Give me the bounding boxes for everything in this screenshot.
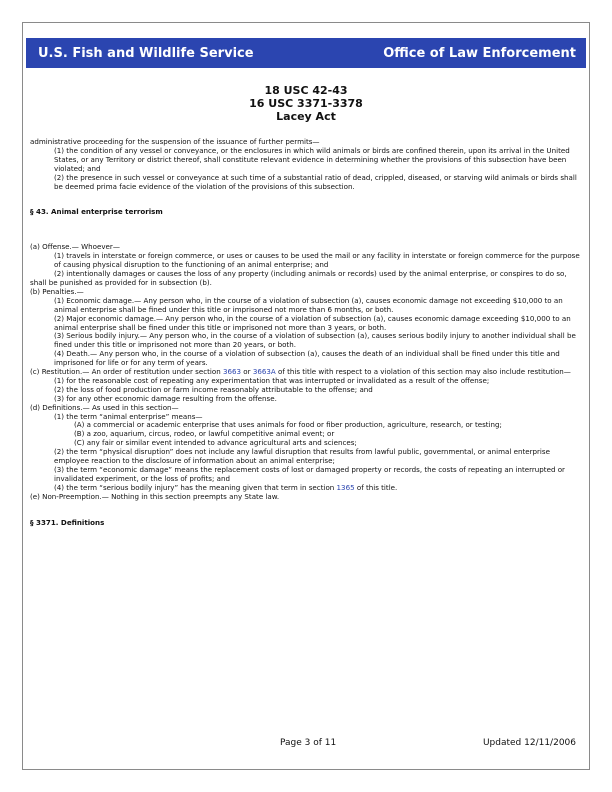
paragraph: (3) Serious bodily injury.— Any person who, in the course of a violation of subsection (a), causes serious bodily injury to another individual shall be fined under this title or imprisoned not more than 20 years, or both.	[54, 331, 576, 350]
paragraph: (2) Major economic damage.— Any person who, in the course of a violation of subsection (a), causes economic damage exceeding $10,000 to an animal enterprise shall be fined under this title or imprisoned not more than 3 years, or both.	[54, 313, 571, 332]
paragraph: (4) Death.— Any person who, in the course of a violation of subsection (a), causes the death of an individual shall be fined under this title and imprisoned for life or for any term of years.	[54, 349, 560, 368]
title-line-3: Lacey Act	[276, 110, 336, 123]
paragraph: (b) Penalties.—	[30, 286, 84, 296]
paragraph: (2) the term “physical disruption” does not include any lawful disruption that results from lawful public, governmental, or animal enterprise employee reaction to the disclosure of information about an animal enterprise;	[54, 447, 550, 466]
paragraph: (A) a commercial or academic enterprise that uses animals for food or fiber production, agriculture, research, or testing;	[74, 420, 502, 430]
title-line-1: 18 USC 42-43	[264, 84, 348, 97]
paragraph: shall be punished as provided for in subsection (b).	[30, 277, 212, 287]
section-3663a-link[interactable]: 3663A	[252, 367, 276, 377]
paragraph: (C) any fair or similar event intended to advance agricultural arts and sciences;	[74, 438, 357, 448]
text: or	[241, 367, 253, 377]
paragraph: (1) Economic damage.— Any person who, in the course of a violation of subsection (a), causes economic damage not exceeding $10,000 to an animal enterprise shall be fined under this title or imprisoned not more than 6 months, or both.	[54, 295, 563, 314]
section-heading-43: § 43. Animal enterprise terrorism	[30, 207, 163, 217]
section-1365-link[interactable]: 1365	[336, 482, 355, 492]
document-title	[0, 84, 612, 123]
office-name: Office of Law Enforcement	[383, 45, 576, 61]
paragraph: (1) the term “animal enterprise” means—	[54, 411, 203, 421]
paragraph: (1) travels in interstate or foreign commerce, or uses or causes to be used the mail or any facility in interstate or foreign commerce for the purpose of causing physical disruption to the functioning of an animal enterprise; and	[54, 251, 580, 270]
section-heading-3371: § 3371. Definitions	[30, 517, 105, 527]
paragraph: administrative proceeding for the suspension of the issuance of further permits—	[30, 137, 320, 146]
page-number: Page 3 of 11	[280, 738, 337, 748]
text: of this title with respect to a violation of this section may also include restitution—	[275, 367, 571, 377]
text: (c) Restitution.— An order of restitution under section	[30, 367, 223, 377]
agency-name: U.S. Fish and Wildlife Service	[38, 45, 254, 61]
paragraph: (1) the condition of any vessel or conveyance, or the enclosures in which wild animals or birds are confined therein, upon its arrival in the United States, or any Territory or district thereof, shall constitute relevant evidence in determining whether the provisions of this subsection have been violated; and	[54, 145, 570, 173]
updated-date: Updated 12/11/2006	[482, 738, 576, 748]
paragraph: (2) the presence in such vessel or conveyance at such time of a substantial ratio of dead, crippled, diseased, or starving wild animals or birds shall be deemed prima facie evidence of the violation of the provisions of this subsection.	[54, 172, 577, 191]
paragraph: (3) the term “economic damage” means the replacement costs of lost or damaged property or records, the costs of repeating an interrupted or invalidated experiment, or the loss of profits; and	[54, 465, 565, 483]
paragraph: (1) for the reasonable cost of repeating any experimentation that was interrupted or invalidated as a result of the offense;	[54, 375, 490, 385]
paragraph: (B) a zoo, aquarium, circus, rodeo, or lawful competitive animal event; or	[74, 429, 335, 439]
paragraph: (a) Offense.— Whoever—	[30, 242, 120, 252]
section-3663-link[interactable]: 3663	[222, 367, 242, 377]
paragraph: (2) the loss of food production or farm income reasonably attributable to the offense; and	[54, 384, 373, 394]
document-body	[30, 138, 586, 528]
paragraph: (3) for any other economic damage resulting from the offense.	[54, 393, 277, 403]
header-bar	[26, 38, 586, 68]
text: of this title.	[354, 482, 398, 492]
paragraph: (e) Non-Preemption.— Nothing in this section preempts any State law.	[30, 491, 280, 501]
paragraph: (2) intentionally damages or causes the loss of any property (including animals or records) used by the animal enterprise, or conspires to do so,	[54, 269, 567, 279]
title-line-2: 16 USC 3371-3378	[249, 97, 363, 110]
text: (4) the term “serious bodily injury” has the meaning given that term in section	[54, 482, 337, 492]
paragraph: (d) Definitions.— As used in this section—	[30, 402, 179, 412]
